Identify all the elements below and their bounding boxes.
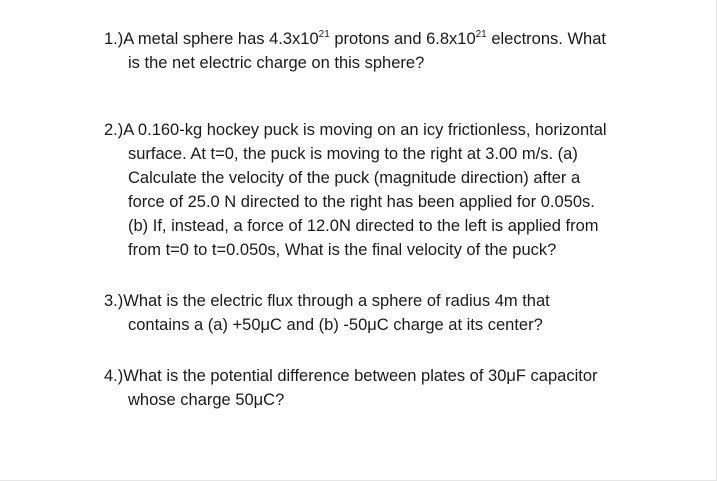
question-4-line-1: 4.)What is the potential difference between plates of 30μF capacitor [104, 367, 598, 385]
exponent: 21 [318, 28, 330, 40]
exponent: 21 [475, 28, 487, 40]
question-1-line-1: 1.)A metal sphere has $4.3x10^{21}$ protons and $6.8x10^{21}$ electrons. What [104, 28, 606, 48]
question-2-line-2: surface. At t=0, the puck is moving to the right at 3.00 m/s. (a) [128, 145, 578, 163]
question-3 [104, 289, 664, 337]
question-2-line-6: from t=0 to t=0.050s, What is the final velocity of the puck? [128, 241, 557, 259]
question-2-line-5: (b) If, instead, a force of 12.0N directed to the left is applied from [128, 217, 599, 235]
question-4-line-2: whose charge 50μC? [128, 391, 285, 409]
question-3-line-2: contains a (a) +50μC and (b) -50μC charge at its center? [128, 316, 543, 334]
question-3-line-1: 3.)What is the electric flux through a sphere of radius 4m that [104, 292, 550, 310]
question-2-line-3: Calculate the velocity of the puck (magnitude direction) after a [128, 169, 581, 187]
question-2 [104, 118, 664, 262]
question-4 [104, 364, 664, 412]
question-1-line-2: is the net electric charge on this sphere? [128, 54, 425, 72]
question-2-line-4: force of 25.0 N directed to the right has been applied for 0.050s. [128, 193, 595, 211]
question-1 [104, 27, 664, 75]
question-2-line-1: 2.)A 0.160-kg hockey puck is moving on an icy frictionless, horizontal [104, 121, 607, 139]
